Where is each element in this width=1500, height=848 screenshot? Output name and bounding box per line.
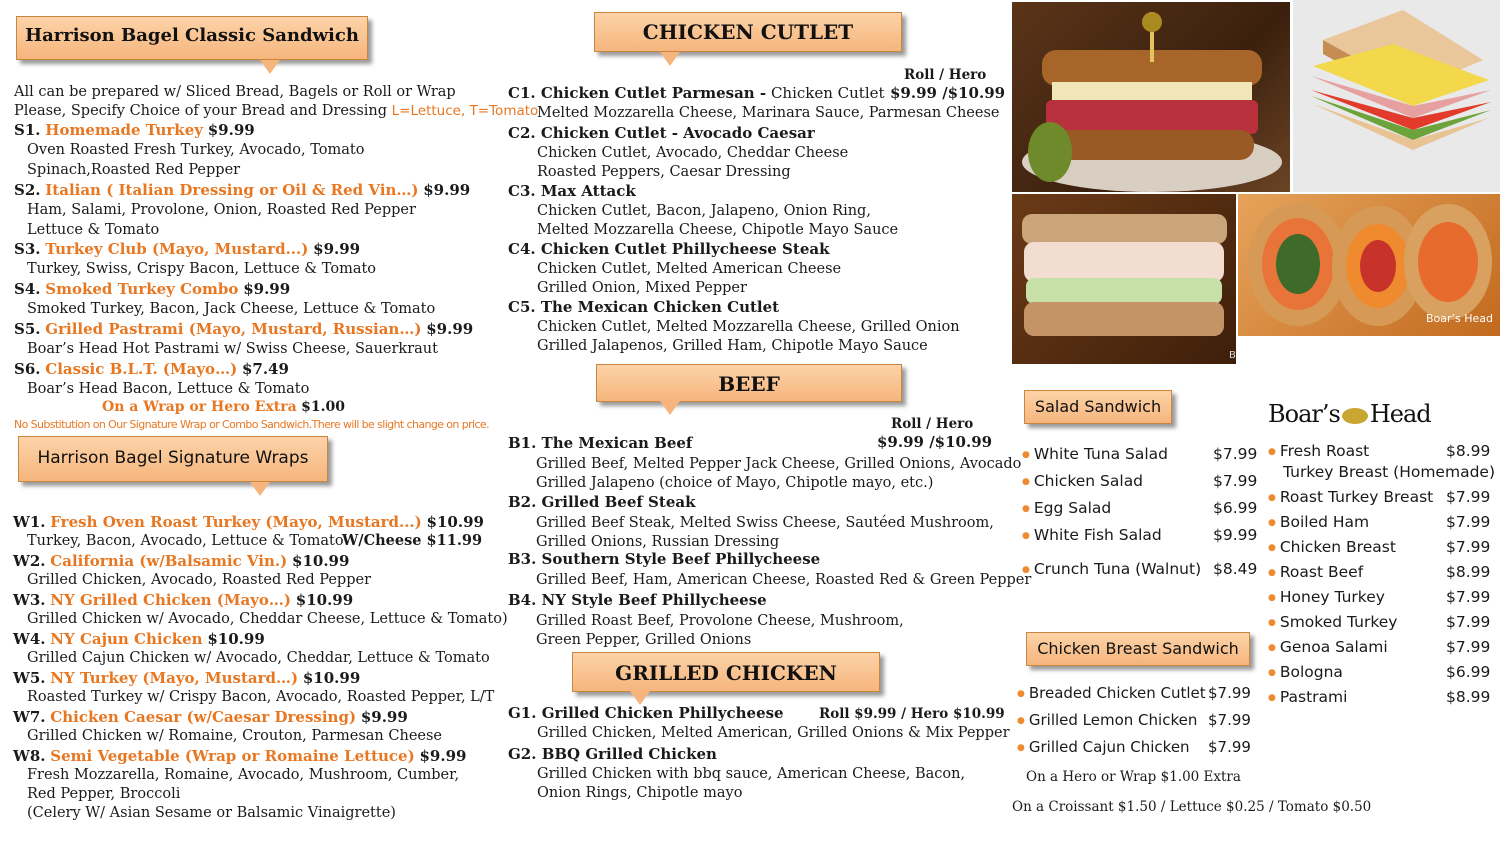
classic-item-title [14, 181, 470, 199]
boars-item [1268, 563, 1363, 582]
boars-item [1268, 638, 1388, 657]
cutlet-item-name: C1. Chicken Cutlet Parmesan - [508, 84, 767, 102]
boars-item [1268, 688, 1347, 707]
classic-item-code: S4. [14, 280, 41, 298]
boars-item [1268, 613, 1397, 632]
ham-cheese-sandwich-photo [1293, 0, 1500, 192]
classic-item-price: $7.49 [241, 360, 289, 378]
wrap-item-title [13, 552, 349, 570]
wrap-item-desc: Turkey, Bacon, Avocado, Lettuce & Tomato [27, 533, 344, 549]
classic-item-desc: Boar’s Head Bacon, Lettuce & Tomato [27, 381, 310, 397]
bullet-icon: ● [1268, 446, 1276, 457]
grilled-item-price: Roll $9.99 / Hero $10.99 [819, 706, 1005, 722]
ham-cheese-sandwich-image [1293, 0, 1500, 192]
wrap-item-price: $9.99 [419, 747, 467, 765]
bullet-icon: ● [1022, 564, 1030, 575]
cutlet-header-1: Roll / Hero [904, 67, 987, 83]
salad-item [1022, 472, 1143, 491]
cutlet-item-title [508, 124, 815, 142]
chicken-breast-item-name: Breaded Chicken Cutlet [1028, 684, 1206, 702]
grilled-banner [572, 652, 880, 692]
classic-item-desc: Lettuce & Tomato [27, 222, 160, 238]
wrap-item-code: W4. [13, 630, 46, 648]
classic-item-name: Smoked Turkey Combo [45, 280, 239, 298]
grilled-banner-tail [630, 691, 650, 705]
bullet-icon: ● [1017, 715, 1025, 726]
wrap-item-price: $10.99 [426, 513, 484, 531]
classic-item-name: Italian ( Italian Dressing or Oil & Red Vin…) [45, 181, 419, 199]
classic-item-code: S1. [14, 121, 41, 139]
cutlet-item-desc: Melted Mozzarella Cheese, Marinara Sauce, Parmesan Cheese [537, 105, 1000, 121]
beef-item-desc: Grilled Beef Steak, Melted Swiss Cheese, Sautéed Mushroom, [536, 515, 994, 531]
classic-note: No Substitution on Our Signature Wrap or Combo Sandwich.There will be slight change on price. [14, 418, 489, 431]
wrap-item-desc: Roasted Turkey w/ Crispy Bacon, Avocado, Roasted Pepper, L/T [27, 689, 495, 705]
salad-item-price: $8.49 [1213, 560, 1258, 578]
wrap-item-name: Fresh Oven Roast Turkey (Mayo, Mustard...) [50, 513, 422, 531]
boars-item [1268, 588, 1385, 607]
cutlet-item-name: C2. Chicken Cutlet - Avocado Caesar [508, 124, 815, 142]
wrap-item-price: $10.99 [292, 552, 350, 570]
cutlet-item-desc: Roasted Peppers, Caesar Dressing [537, 164, 791, 180]
wrap-item-desc: Grilled Chicken w/ Avocado, Cheddar Cheese, Lettuce & Tomato) [27, 611, 508, 627]
beef-item-desc: Grilled Beef, Ham, American Cheese, Roasted Red & Green Pepper [536, 572, 1032, 588]
cutlet-item-desc: Chicken Cutlet, Bacon, Jalapeno, Onion Ring, [537, 203, 871, 219]
salad-item [1022, 526, 1162, 545]
wrap-item-code: W2. [13, 552, 46, 570]
classic-item-price: $9.99 [243, 280, 291, 298]
classic-item-title [14, 240, 360, 258]
beef-banner [596, 364, 902, 402]
classic-banner [16, 16, 368, 60]
classic-item-desc: Ham, Salami, Provolone, Onion, Roasted Red Pepper [27, 202, 416, 218]
wrap-item-name: Chicken Caesar (w/Caesar Dressing) [50, 708, 357, 726]
grilled-item-name: G1. Grilled Chicken Phillycheese [508, 704, 784, 722]
boars-item [1268, 442, 1369, 461]
wraps-photo [1238, 194, 1500, 336]
classic-item-name: Homemade Turkey [45, 121, 203, 139]
salad-item [1022, 560, 1201, 579]
grilled-banner-title: GRILLED CHICKEN [615, 661, 837, 685]
salad-banner [1024, 390, 1172, 424]
chicken-breast-item-price: $7.99 [1208, 684, 1251, 702]
boars-item-name: Genoa Salami [1279, 638, 1388, 656]
cutlet-item-title [508, 182, 636, 200]
wrap-item-title [13, 591, 353, 609]
cutlet-item-name: C5. The Mexican Chicken Cutlet [508, 298, 780, 316]
chicken-breast-item [1017, 711, 1197, 730]
classic-item-desc: Smoked Turkey, Bacon, Jack Cheese, Lettuce & Tomato [27, 301, 436, 317]
grilled-item-desc: Grilled Chicken with bbq sauce, American Cheese, Bacon, [537, 766, 966, 782]
boars-item [1268, 488, 1433, 507]
chicken-breast-item-price: $7.99 [1208, 738, 1251, 756]
chicken-breast-banner [1026, 632, 1250, 666]
boar-emblem-icon [1342, 408, 1368, 424]
salad-item-name: Chicken Salad [1033, 472, 1144, 490]
boars-item-name: Honey Turkey [1279, 588, 1385, 606]
classic-item-desc: Oven Roasted Fresh Turkey, Avocado, Tomato [27, 142, 365, 158]
boars-item [1268, 663, 1343, 682]
cutlet-item-title [508, 240, 829, 258]
bullet-icon: ● [1268, 592, 1276, 603]
classic-item-name: Grilled Pastrami (Mayo, Mustard, Russian…) [45, 320, 422, 338]
cutlet-item-desc: Grilled Onion, Mixed Pepper [537, 280, 747, 296]
wrap-item-title [13, 669, 360, 687]
grilled-item-desc: Grilled Chicken, Melted American, Grilled Onions & Mix Pepper [537, 725, 1010, 741]
boars-item-name: Bologna [1279, 663, 1343, 681]
wrap-item-desc: Fresh Mozzarella, Romaine, Avocado, Mushroom, Cumber, [27, 767, 460, 783]
classic-item-title [14, 360, 289, 378]
wrap-item-name: Semi Vegetable (Wrap or Romaine Lettuce) [50, 747, 415, 765]
beef-banner-title: BEEF [718, 372, 780, 396]
classic-item-desc: Boar’s Head Hot Pastrami w/ Swiss Cheese, Sauerkraut [27, 341, 438, 357]
chicken-breast-item [1017, 684, 1206, 703]
classic-item-desc: Spinach,Roasted Red Pepper [27, 162, 241, 178]
classic-item-code: S3. [14, 240, 41, 258]
cutlet-banner [594, 12, 902, 52]
bullet-icon: ● [1022, 503, 1030, 514]
wrap-item-name: NY Cajun Chicken [50, 630, 203, 648]
wrap-item-desc: Grilled Cajun Chicken w/ Avocado, Cheddar, Lettuce & Tomato [27, 650, 490, 666]
bullet-icon: ● [1268, 617, 1276, 628]
classic-intro-1: All can be prepared w/ Sliced Bread, Bagels or Roll or Wrap [14, 84, 456, 100]
turkey-sandwich-image [1012, 194, 1236, 364]
chicken-breast-banner-title: Chicken Breast Sandwich [1037, 639, 1239, 658]
grilled-item-name: G2. BBQ Grilled Chicken [508, 745, 717, 763]
classic-item-price: $9.99 [423, 181, 471, 199]
beef-item-name: B2. Grilled Beef Steak [508, 493, 696, 511]
chicken-breast-note: On a Hero or Wrap $1.00 Extra [1026, 769, 1241, 785]
boars-item-price: $7.99 [1446, 538, 1491, 556]
classic-item-price: $9.99 [207, 121, 255, 139]
cutlet-item-title [508, 298, 779, 316]
beef-header-2: $9.99 /$10.99 [877, 433, 993, 451]
salad-item [1022, 499, 1111, 518]
wrap-item-code: W3. [13, 591, 46, 609]
classic-item-title [14, 280, 290, 298]
wraps-banner-title: Harrison Bagel Signature Wraps [37, 448, 309, 468]
classic-item-name: Turkey Club (Mayo, Mustard...) [45, 240, 309, 258]
wrap-item-price: $9.99 [360, 708, 408, 726]
reuben-sandwich-image [1012, 2, 1290, 192]
bullet-icon: ● [1268, 667, 1276, 678]
wrap-item-desc: Grilled Chicken w/ Romaine, Crouton, Parmesan Cheese [27, 728, 442, 744]
boars-item [1268, 513, 1369, 532]
boars-item-name: Pastrami [1279, 688, 1348, 706]
cutlet-banner-tail [660, 52, 680, 66]
boars-item-name: Roast Turkey Breast [1279, 488, 1434, 506]
salad-item-price: $6.99 [1213, 499, 1258, 517]
salad-item-price: $9.99 [1213, 526, 1258, 544]
wrap-item-code: W1. [13, 513, 46, 531]
wraps-banner-tail [250, 482, 270, 496]
salad-item-price: $7.99 [1213, 445, 1258, 463]
bullet-icon: ● [1017, 688, 1025, 699]
boars-item-price: $7.99 [1446, 488, 1491, 506]
classic-item-title [14, 320, 473, 338]
classic-extra: On a Wrap or Hero Extra $1.00 [102, 399, 345, 415]
bullet-icon: ● [1022, 530, 1030, 541]
bullet-icon: ● [1268, 542, 1276, 553]
photo-watermark: Boar’s Head [1426, 312, 1494, 325]
wrap-item-title [13, 513, 484, 531]
classic-item-desc: Turkey, Swiss, Crispy Bacon, Lettuce & Tomato [27, 261, 377, 277]
wrap-item-price: $10.99 [207, 630, 265, 648]
cutlet-item-desc: Grilled Jalapenos, Grilled Ham, Chipotle Mayo Sauce [537, 338, 928, 354]
cutlet-header-2: $9.99 /$10.99 [890, 84, 1006, 102]
cutlet-item-desc: Chicken Cutlet, Melted Mozzarella Cheese, Grilled Onion [537, 319, 960, 335]
salad-item-name: Egg Salad [1033, 499, 1112, 517]
grilled-item-desc: Onion Rings, Chipotle mayo [537, 785, 743, 801]
wrap-item-title [13, 630, 265, 648]
boars-item-name: Chicken Breast [1279, 538, 1396, 556]
cutlet-item-title [508, 84, 885, 102]
salad-banner-title: Salad Sandwich [1034, 397, 1162, 416]
boars-item-name: Smoked Turkey [1279, 613, 1398, 631]
classic-item-price: $9.99 [313, 240, 361, 258]
footer-note: On a Croissant $1.50 / Lettuce $0.25 / Tomato $0.50 [1012, 799, 1372, 815]
beef-item-name: B4. NY Style Beef Phillycheese [508, 591, 767, 609]
wrap-item-title [13, 708, 408, 726]
salad-item-price: $7.99 [1213, 472, 1258, 490]
salad-item-name: White Tuna Salad [1033, 445, 1169, 463]
classic-item-price: $9.99 [426, 320, 474, 338]
cutlet-item-name: C4. Chicken Cutlet Phillycheese Steak [508, 240, 830, 258]
classic-banner-title: Harrison Bagel Classic Sandwich [25, 25, 359, 46]
classic-item-code: S6. [14, 360, 41, 378]
wrap-item-code: W5. [13, 669, 46, 687]
salad-item-name: Crunch Tuna (Walnut) [1033, 560, 1202, 578]
boars-item-name: Roast Beef [1279, 563, 1364, 581]
boars-item-name: Boiled Ham [1279, 513, 1370, 531]
wrap-item-cheese-price: W/Cheese $11.99 [342, 532, 483, 549]
wrap-item-desc: (Celery W/ Asian Sesame or Balsamic Vinaigrette) [27, 805, 396, 821]
boars-item-name-line2: Turkey Breast (Homemade) [1283, 463, 1495, 481]
chicken-breast-item-name: Grilled Cajun Chicken [1028, 738, 1190, 756]
wrap-item-name: California (w/Balsamic Vin.) [50, 552, 288, 570]
boars-item-price: $8.99 [1446, 688, 1491, 706]
beef-header-1: Roll / Hero [891, 416, 974, 432]
bullet-icon: ● [1268, 492, 1276, 503]
boars-head-logo: Boar’s Head [1268, 400, 1431, 428]
wraps-banner [18, 436, 328, 482]
cutlet-item-subname: Chicken Cutlet [766, 84, 885, 102]
bullet-icon: ● [1022, 449, 1030, 460]
reuben-sandwich-photo [1012, 2, 1290, 192]
wrap-item-code: W8. [13, 747, 46, 765]
turkey-sandwich-photo [1012, 194, 1236, 364]
wrap-item-name: NY Turkey (Mayo, Mustard…) [50, 669, 299, 687]
wrap-item-price: $10.99 [295, 591, 354, 609]
boars-item-name: Fresh Roast [1279, 442, 1370, 460]
bullet-icon: ● [1268, 567, 1276, 578]
wrap-item-desc: Red Pepper, Broccoli [27, 786, 181, 802]
wrap-item-desc: Grilled Chicken, Avocado, Roasted Red Pepper [27, 572, 371, 588]
boars-item-price: $7.99 [1446, 513, 1491, 531]
beef-item-desc: Grilled Beef, Melted Pepper Jack Cheese, Grilled Onions, Avocado [536, 456, 1022, 472]
boars-item-price: $7.99 [1446, 588, 1491, 606]
chicken-breast-item [1017, 738, 1190, 757]
salad-item [1022, 445, 1168, 464]
beef-item-desc: Grilled Onions, Russian Dressing [536, 534, 780, 550]
classic-item-code: S2. [14, 181, 41, 199]
bullet-icon: ● [1268, 692, 1276, 703]
bullet-icon: ● [1022, 476, 1030, 487]
cutlet-item-desc: Melted Mozzarella Cheese, Chipotle Mayo Sauce [537, 222, 899, 238]
boars-item-price: $7.99 [1446, 613, 1491, 631]
wrap-item-name: NY Grilled Chicken (Mayo…) [50, 591, 291, 609]
cutlet-item-desc: Chicken Cutlet, Melted American Cheese [537, 261, 842, 277]
classic-banner-tail [260, 60, 280, 74]
classic-item-title [14, 121, 255, 139]
beef-item-desc: Grilled Roast Beef, Provolone Cheese, Mushroom, [536, 613, 904, 629]
boars-item-price: $8.99 [1446, 442, 1491, 460]
salad-item-name: White Fish Salad [1033, 526, 1162, 544]
beef-item-name: B3. Southern Style Beef Phillycheese [508, 550, 821, 568]
beef-item-name: B1. The Mexican Beef [508, 434, 693, 452]
chicken-breast-item-name: Grilled Lemon Chicken [1028, 711, 1198, 729]
bullet-icon: ● [1017, 742, 1025, 753]
boars-item-price: $7.99 [1446, 638, 1491, 656]
beef-item-desc: Green Pepper, Grilled Onions [536, 632, 752, 648]
boars-item-price: $8.99 [1446, 563, 1491, 581]
wrap-item-code: W7. [13, 708, 46, 726]
beef-banner-tail [660, 401, 680, 415]
chicken-breast-item-price: $7.99 [1208, 711, 1251, 729]
photo-watermark-letter: B [1229, 350, 1236, 361]
classic-item-code: S5. [14, 320, 41, 338]
beef-item-desc: Grilled Jalapeno (choice of Mayo, Chipotle mayo, etc.) [536, 475, 934, 491]
cutlet-item-name: C3. Max Attack [508, 182, 636, 200]
boars-item [1268, 538, 1396, 557]
cutlet-item-desc: Chicken Cutlet, Avocado, Cheddar Cheese [537, 145, 849, 161]
wrap-item-title [13, 747, 466, 765]
bullet-icon: ● [1268, 642, 1276, 653]
classic-intro-2: Please, Specify Choice of your Bread and Dressing L=Lettuce, T=Tomato [14, 103, 539, 119]
bullet-icon: ● [1268, 517, 1276, 528]
boars-item-price: $6.99 [1446, 663, 1491, 681]
classic-item-name: Classic B.L.T. (Mayo…) [45, 360, 238, 378]
cutlet-banner-title: CHICKEN CUTLET [642, 20, 854, 44]
wrap-item-price: $10.99 [302, 669, 361, 687]
